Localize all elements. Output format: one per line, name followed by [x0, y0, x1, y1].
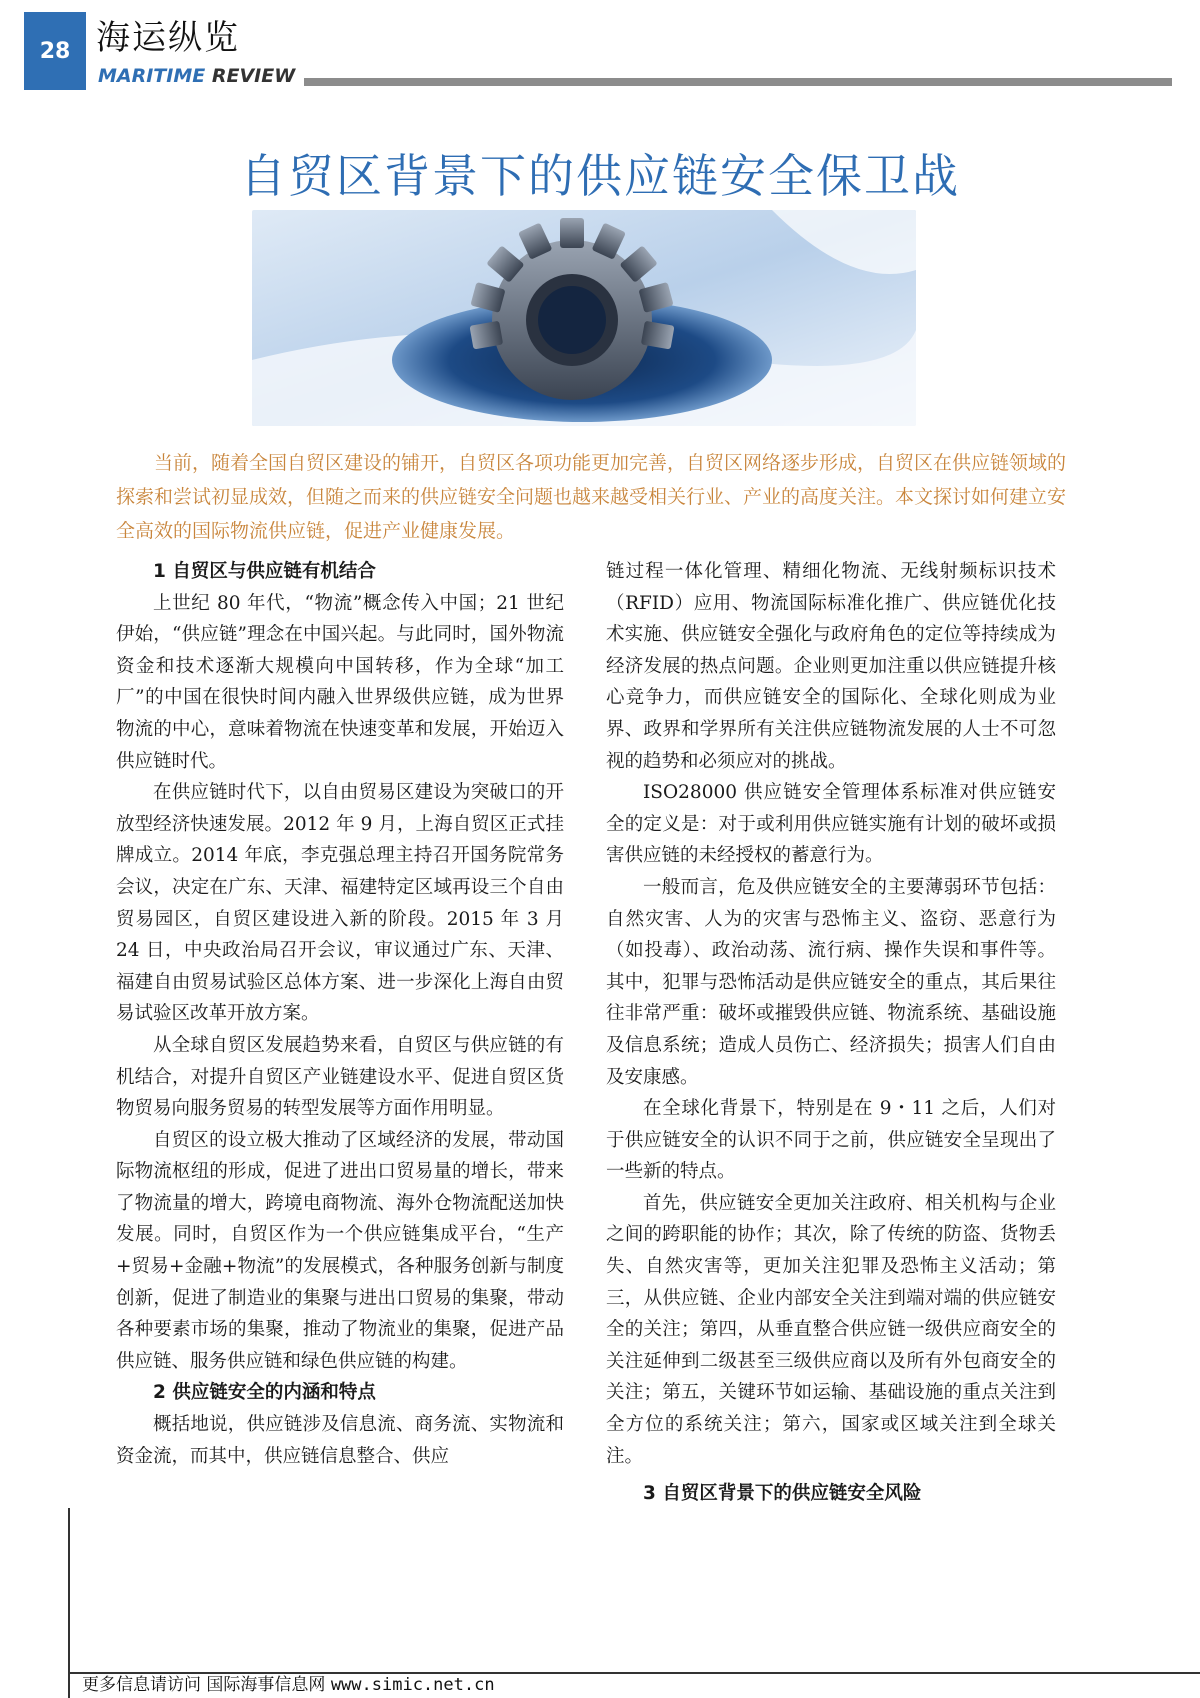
paragraph: 首先，供应链安全更加关注政府、相关机构与企业之间的跨职能的协作；其次，除了传统的防盗、货物丢失、自然灾害等，更加关注犯罪及恐怖主义活动；第三，从供应链、企业内部安全关注到端对端的供应链安全的关注；第四，从垂直整合供应链一级供应商安全的关注延伸到二级甚至三级供应商以及所有外包商安全的关注；第五，关键环节如运输、基础设施的重点关注到全方位的系统关注；第六，国家或区域关注到全球关注。 [606, 1192, 1056, 1467]
paragraph: 链过程一体化管理、精细化物流、无线射频标识技术（RFID）应用、物流国际标准化推广、供应链优化技术实施、供应链安全强化与政府角色的定位等持续成为经济发展的热点问题。企业则更加注重以供应链提升核心竞争力，而供应链安全的国际化、全球化则成为业界、政界和学界所有关注供应链物流发展的人士不可忽视的趋势和必须应对的挑战。 [606, 561, 1056, 772]
section-heading-2: 2 供应链安全的内涵和特点 [153, 1382, 376, 1404]
section-heading-1: 1 自贸区与供应链有机结合 [153, 561, 376, 582]
article-lead: 当前，随着全国自贸区建设的铺开，自贸区各项功能更加完善，自贸区网络逐步形成，自贸区在供应链领域的探索和尝试初显成效，但随之而来的供应链安全问题也越来越受相关行业、产业的高度关注。本文探讨如何建立安全高效的国际物流供应链，促进产业健康发展。 [116, 452, 1067, 542]
column-right [606, 556, 1056, 1510]
side-rule [68, 1508, 70, 1698]
paragraph: 从全球自贸区发展趋势来看，自贸区与供应链的有机结合，对提升自贸区产业链建设水平、促进自贸区货物贸易向服务贸易的转型发展等方面作用明显。 [116, 1034, 564, 1120]
header-rule [304, 78, 1172, 86]
footer [82, 1674, 495, 1696]
magazine-title-en-part2: REVIEW [211, 65, 296, 87]
footer-link[interactable]: www.simic.net.cn [330, 1675, 495, 1695]
section-heading-3: 3 自贸区背景下的供应链安全风险 [643, 1483, 922, 1505]
magazine-title-en [98, 64, 295, 88]
hero-gear-image [252, 210, 916, 426]
magazine-title-cn: 海运纵览 [96, 18, 240, 58]
article-title: 自贸区背景下的供应链安全保卫战 [240, 149, 960, 203]
paragraph: 在供应链时代下，以自由贸易区建设为突破口的开放型经济快速发展。2012 年 9 月，上海自贸区正式挂牌成立。2014 年底，李克强总理主持召开国务院常务会议，决定在广东、天津、福建特定区域再设三个自由贸易园区，自贸区建设进入新的阶段。2015 年 3 月 24 日，中央政治局召开会议，审议通过广东、天津、福建自由贸易试验区总体方案、进一步深化上海自由贸易试验区改革开放方案。 [116, 782, 564, 1025]
paragraph: 自贸区的设立极大推动了区域经济的发展，带动国际物流枢纽的形成，促进了进出口贸易量的增长，带来了物流量的增大，跨境电商物流、海外仓物流配送加快发展。同时，自贸区作为一个供应链集成平台，“生产+贸易+金融+物流”的发展模式，各种服务创新与制度创新，促进了制造业的集聚与进出口贸易的集聚，带动各种要素市场的集聚，推动了物流业的集聚，促进产品供应链、服务供应链和绿色供应链的构建。 [116, 1129, 564, 1372]
page-number: 28 [24, 12, 86, 90]
paragraph: 上世纪 80 年代，“物流”概念传入中国；21 世纪伊始，“供应链”理念在中国兴起。与此同时，国外物流资金和技术逐渐大规模向中国转移，作为全球“加工厂”的中国在很快时间内融入世界级供应链，成为世界物流的中心，意味着物流在快速变革和发展，开始迈入供应链时代。 [116, 592, 564, 772]
column-left [116, 556, 564, 1472]
paragraph: 一般而言，危及供应链安全的主要薄弱环节包括：自然灾害、人为的灾害与恐怖主义、盗窃、恶意行为（如投毒）、政治动荡、流行病、操作失误和事件等。其中，犯罪与恐怖活动是供应链安全的重点，其后果往往非常严重：破坏或摧毁供应链、物流系统、基础设施及信息系统；造成人员伤亡、经济损失；损害人们自由及安康感。 [606, 876, 1056, 1088]
magazine-title-en-part1: MARITIME [98, 65, 206, 87]
paragraph: 概括地说，供应链涉及信息流、商务流、实物流和资金流，而其中，供应链信息整合、供应 [116, 1414, 564, 1467]
paragraph: 在全球化背景下，特别是在 9・11 之后，人们对于供应链安全的认识不同于之前，供应链安全呈现出了一些新的特点。 [606, 1098, 1056, 1183]
paragraph: ISO28000 供应链安全管理体系标准对供应链安全的定义是：对于或利用供应链实施有计划的破坏或损害供应链的未经授权的蓄意行为。 [606, 782, 1056, 867]
footer-text: 更多信息请访问 国际海事信息网 [82, 1675, 331, 1695]
